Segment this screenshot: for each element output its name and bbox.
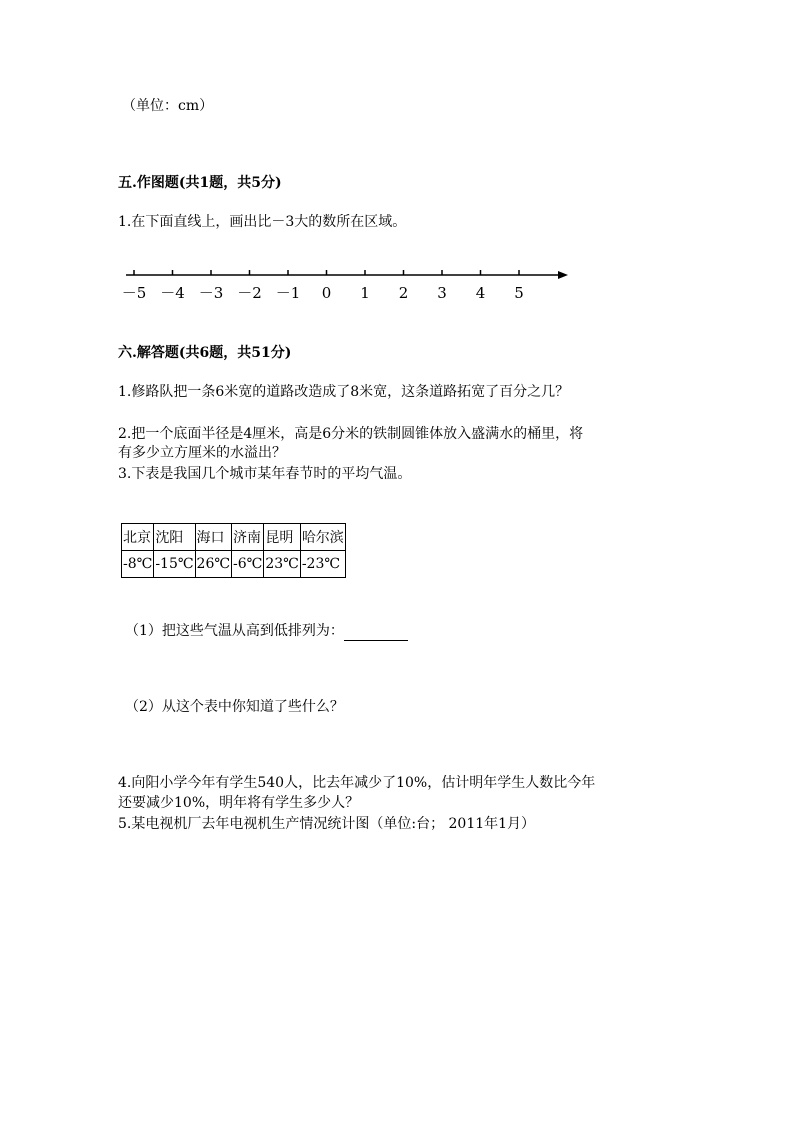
table-cell: -15℃: [154, 551, 195, 578]
table-row-temps: [122, 551, 346, 578]
number-line-label: 3: [437, 284, 447, 302]
table-cell: 沈阳: [154, 524, 195, 551]
table-cell: -8℃: [122, 551, 154, 578]
number-line-label: －4: [160, 284, 185, 302]
number-line-label: －2: [237, 284, 262, 302]
number-line-label: －5: [121, 284, 147, 302]
question-3-sub-1: [125, 621, 408, 641]
unit-note: （单位：cm）: [122, 98, 214, 114]
table-cell: 海口: [195, 524, 231, 551]
section6-question-4-line1: 4.向阳小学今年有学生540人，比去年减少了10%，估计明年学生人数比今年: [118, 775, 596, 791]
answer-blank[interactable]: [344, 626, 408, 641]
number-line-label: 5: [514, 284, 524, 302]
table-cell: 23℃: [264, 551, 300, 578]
table-cell: 北京: [122, 524, 154, 551]
number-line-label: 1: [360, 284, 370, 302]
section6-question-2-line2: 有多少立方厘米的水溢出？: [118, 445, 286, 461]
table-cell: -23℃: [300, 551, 345, 578]
section6-question-5: 5.某电视机厂去年电视机生产情况统计图（单位:台； 2011年1月）: [118, 816, 536, 832]
number-line: [118, 262, 578, 312]
table-cell: -6℃: [232, 551, 264, 578]
question-3-sub-1-text: （1）把这些气温从高到低排列为：: [125, 623, 344, 639]
section5-heading: 五.作图题(共1题，共5分): [118, 175, 282, 191]
table-cell: 26℃: [195, 551, 231, 578]
table-cell: 济南: [232, 524, 264, 551]
question-3-sub-2: （2）从这个表中你知道了些什么？: [125, 699, 344, 715]
number-line-label: 0: [321, 284, 332, 302]
section6-question-1: 1.修路队把一条6米宽的道路改造成了8米宽，这条道路拓宽了百分之几？: [118, 384, 570, 400]
number-line-label: －1: [275, 284, 301, 302]
section6-question-2-line1: 2.把一个底面半径是4厘米，高是6分米的铁制圆锥体放入盛满水的桶里，将: [118, 426, 584, 442]
number-line-arrowhead: [558, 271, 568, 279]
number-line-label: 2: [398, 284, 409, 302]
section6-question-3: 3.下表是我国几个城市某年春节时的平均气温。: [118, 466, 412, 482]
table-cell: 昆明: [264, 524, 300, 551]
section6-question-4-line2: 还要减少10%，明年将有学生多少人？: [118, 795, 360, 811]
number-line-label: －3: [198, 284, 224, 302]
table-cell: 哈尔滨: [300, 524, 345, 551]
table-row-cities: [122, 524, 346, 551]
section6-heading: 六.解答题(共6题，共51分): [118, 345, 292, 361]
temperature-table: [121, 523, 346, 578]
section5-question-1: 1.在下面直线上，画出比－3大的数所在区域。: [118, 214, 407, 230]
number-line-label: 4: [475, 284, 486, 302]
